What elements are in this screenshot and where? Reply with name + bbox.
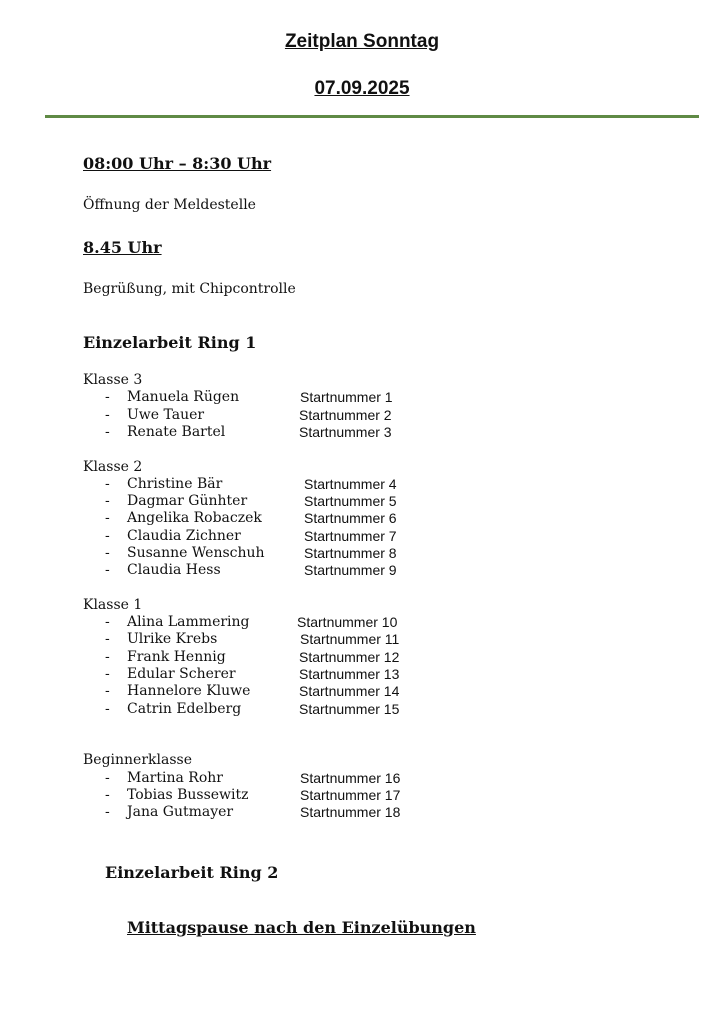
start-number: Startnummer 11 [300,631,400,647]
start-number: Startnummer 13 [299,666,400,682]
participant-name: Uwe Tauer [127,407,205,423]
time-slot-heading: 08:00 Uhr – 8:30 Uhr [83,154,272,173]
start-number: Startnummer 4 [304,476,397,492]
ring1-heading: Einzelarbeit Ring 1 [83,333,257,352]
list-dash: - [105,683,110,699]
start-number: Startnummer 10 [297,614,398,630]
participant-name: Susanne Wenschuh [127,545,265,561]
list-dash: - [105,562,110,578]
list-dash: - [105,528,110,544]
start-number: Startnummer 5 [304,493,397,509]
page-title: Zeitplan Sonntag [284,31,440,52]
start-number: Startnummer 17 [300,787,401,803]
class-label: Beginnerklasse [83,752,192,768]
start-number: Startnummer 8 [304,545,397,561]
participant-name: Edular Scherer [127,666,236,682]
start-number: Startnummer 1 [300,389,393,405]
participant-name: Martina Rohr [127,770,223,786]
participant-name: Frank Hennig [127,649,226,665]
participant-name: Alina Lammering [127,614,250,630]
participant-name: Jana Gutmayer [127,804,234,820]
class-label: Klasse 2 [83,459,143,475]
participant-name: Ulrike Krebs [127,631,218,647]
ring2-heading: Einzelarbeit Ring 2 [105,863,279,882]
list-dash: - [105,407,110,423]
participant-name: Tobias Bussewitz [127,787,249,803]
participant-name: Manuela Rügen [127,389,240,405]
list-dash: - [105,389,110,405]
participant-name: Angelika Robaczek [127,510,262,526]
time-slot-heading: 8.45 Uhr [83,238,162,257]
participant-name: Christine Bär [127,476,223,492]
start-number: Startnummer 6 [304,510,397,526]
participant-name: Hannelore Kluwe [127,683,251,699]
list-dash: - [105,701,110,717]
list-dash: - [105,804,110,820]
time-slot-text: Öffnung der Meldestelle [83,197,256,213]
start-number: Startnummer 16 [300,770,401,786]
list-dash: - [105,649,110,665]
list-dash: - [105,493,110,509]
class-label: Klasse 1 [83,597,143,613]
start-number: Startnummer 7 [304,528,397,544]
time-slot-text: Begrüßung, mit Chipcontrolle [83,281,296,297]
lunch-break-note: Mittagspause nach den Einzelübungen [127,918,476,937]
list-dash: - [105,770,110,786]
participant-name: Renate Bartel [127,424,226,440]
start-number: Startnummer 3 [299,424,392,440]
start-number: Startnummer 14 [299,683,400,699]
list-dash: - [105,666,110,682]
list-dash: - [105,476,110,492]
start-number: Startnummer 18 [300,804,401,820]
participant-name: Dagmar Günhter [127,493,248,509]
start-number: Startnummer 9 [304,562,397,578]
start-number: Startnummer 15 [299,701,400,717]
list-dash: - [105,545,110,561]
schedule-date: 07.09.2025 [314,78,410,99]
participant-name: Claudia Hess [127,562,221,578]
list-dash: - [105,614,110,630]
start-number: Startnummer 12 [299,649,400,665]
class-label: Klasse 3 [83,372,143,388]
list-dash: - [105,631,110,647]
list-dash: - [105,424,110,440]
participant-name: Catrin Edelberg [127,701,242,717]
list-dash: - [105,510,110,526]
list-dash: - [105,787,110,803]
start-number: Startnummer 2 [299,407,392,423]
participant-name: Claudia Zichner [127,528,241,544]
header-divider [45,115,699,118]
